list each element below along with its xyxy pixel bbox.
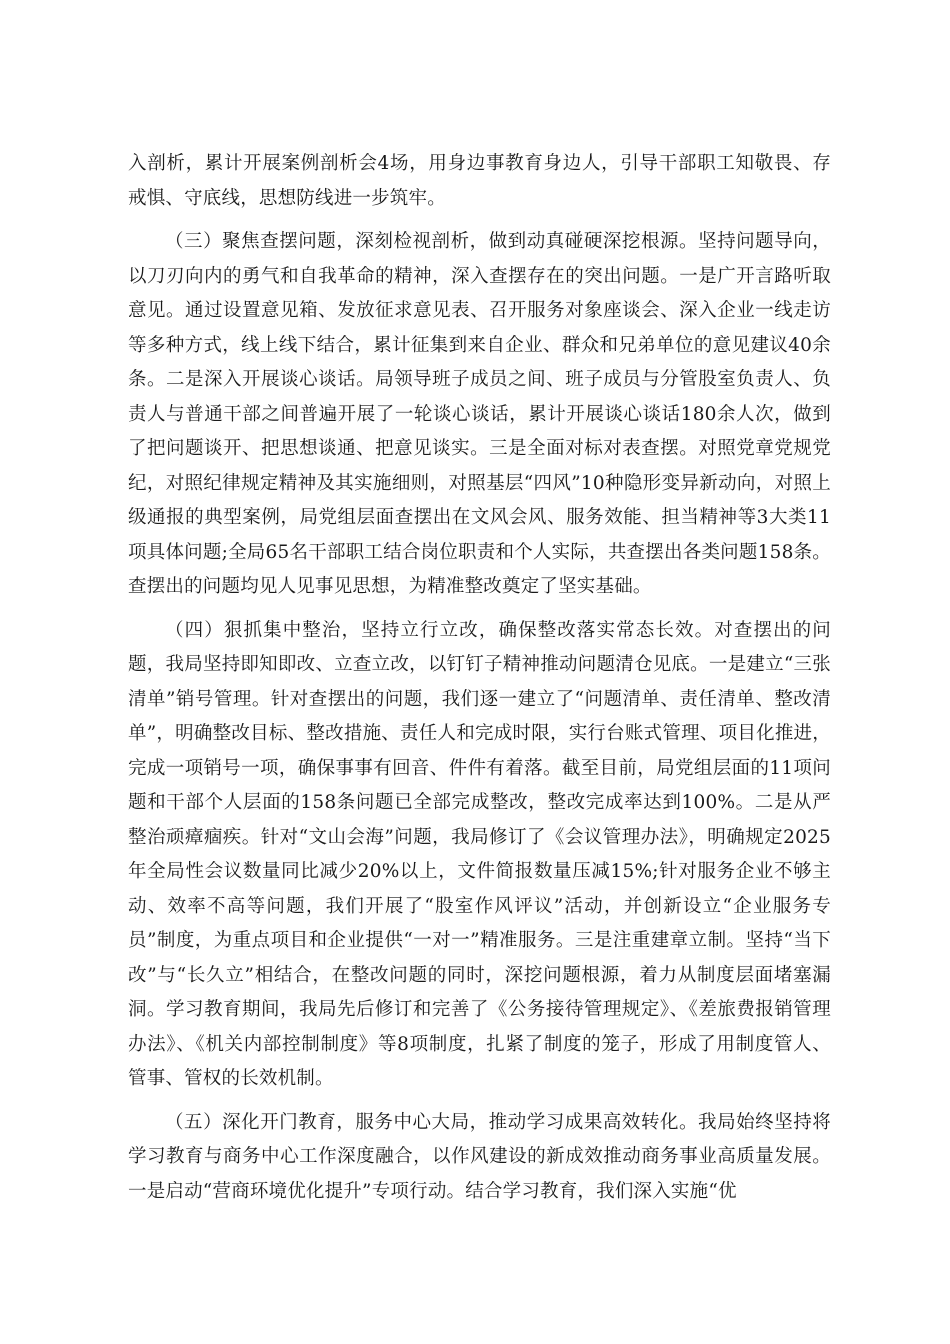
document-body — [128, 147, 831, 1218]
paragraph-continuation: 入剖析，累计开展案例剖析会4场，用身边事教育身边人，引导干部职工知敬畏、存戒惧、守底线，思想防线进一步筑牢。 — [128, 153, 831, 209]
paragraph-section-5: （五）深化开门教育，服务中心大局，推动学习成果高效转化。我局始终坚持将学习教育与商务中心工作深度融合，以作风建设的新成效推动商务事业高质量发展。一是启动“营商环境优化提升”专项行动。结合学习教育，我们深入实施“优 — [128, 1111, 831, 1202]
paragraph-section-3: （三）聚焦查摆问题，深刻检视剖析，做到动真碰硬深挖根源。坚持问题导向，以刀刃向内的勇气和自我革命的精神，深入查摆存在的突出问题。一是广开言路听取意见。通过设置意见箱、发放征求意见表、召开服务对象座谈会、深入企业一线走访等多种方式，线上线下结合，累计征集到来自企业、群众和兄弟单位的意见建议40余条。二是深入开展谈心谈话。局领导班子成员之间、班子成员与分管股室负责人、负责人与普通干部之间普遍开展了一轮谈心谈话，累计开展谈心谈话180余人次，做到了把问题谈开、把思想谈通、把意见谈实。三是全面对标对表查摆。对照党章党规党纪，对照纪律规定精神及其实施细则，对照基层“四风”10种隐形变异新动向，对照上级通报的典型案例，局党组层面查摆出在文风会风、服务效能、担当精神等3大类11项具体问题;全局65名干部职工结合岗位职责和个人实际，共查摆出各类问题158条。查摆出的问题均见人见事见思想，为精准整改奠定了坚实基础。 — [128, 231, 831, 597]
paragraph-section-4: （四）狠抓集中整治，坚持立行立改，确保整改落实常态长效。对查摆出的问题，我局坚持即知即改、立查立改，以钉钉子精神推动问题清仓见底。一是建立“三张清单”销号管理。针对查摆出的问题，我们逐一建立了“问题清单、责任清单、整改清单”，明确整改目标、整改措施、责任人和完成时限，实行台账式管理、项目化推进，完成一项销号一项，确保事事有回音、件件有着落。截至目前，局党组层面的11项问题和干部个人层面的158条问题已全部完成整改，整改完成率达到100%。二是从严整治顽瘴痼疾。针对“文山会海”问题，我局修订了《会议管理办法》，明确规定2025年全局性会议数量同比减少20%以上，文件简报数量压减15%;针对服务企业不够主动、效率不高等问题，我们开展了“股室作风评议”活动，并创新设立“企业服务专员”制度，为重点项目和企业提供“一对一”精准服务。三是注重建章立制。坚持“当下改”与“长久立”相结合，在整改问题的同时，深挖问题根源，着力从制度层面堵塞漏洞。学习教育期间，我局先后修订和完善了《公务接待管理规定》、《差旅费报销管理办法》、《机关内部控制制度》等8项制度，扎紧了制度的笼子，形成了用制度管人、管事、管权的长效机制。 — [128, 619, 831, 1089]
